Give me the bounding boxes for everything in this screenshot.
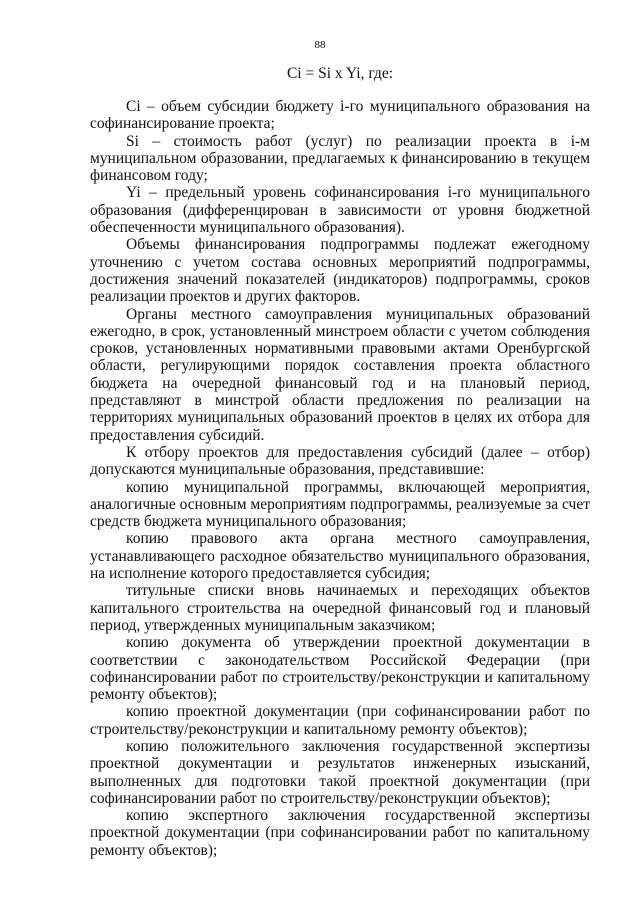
formula-line: Ci = Si x Yi, где: (286, 65, 394, 82)
paragraph-funding-volumes: Объемы финансирования подпрограммы подлежат ежегодному уточнению с учетом состава основных мероприятий подпрограммы, достижения значений показателей (индикаторов) подпрограммы, сроков реализации проектов и других факторов. (90, 236, 590, 306)
list-item-project-documentation: копию проектной документации (при софинансировании работ по строительству/реконструкции и капитальному ремонту объектов); (90, 703, 590, 738)
page-number: 88 (314, 39, 326, 51)
paragraph-local-authorities: Органы местного самоуправления муниципальных образований ежегодно, в срок, установленный минстроем области с учетом соблюдения сроков, установленных нормативными правовыми актами Оренбургской области, регулирующими порядок составления проекта областного бюджета на очередной финансовый год и на плановый период, представляют в минстрой области предложения по реализации на территориях муниципальных образований проектов в целях их отбора для предоставления субсидий. (90, 305, 590, 444)
list-item-positive-conclusion: копию положительного заключения государственной экспертизы проектной документации и результатов инженерных изысканий, выполненных для подготовки такой проектной документации (при софинансировании работ по строительству/реконструкции объектов); (90, 737, 590, 807)
list-item-legal-act: копию правового акта органа местного самоуправления, устанавливающего расходное обязательство муниципального образования, на исполнение которого предоставляется субсидия; (90, 530, 590, 583)
paragraph-yi-definition: Yi – предельный уровень софинансирования i-го муниципального образования (дифференцирован в зависимости от уровня бюджетной обеспеченности муниципального образования). (90, 184, 590, 237)
paragraph-si-definition: Si – стоимость работ (услуг) по реализации проекта в i-м муниципальном образовании, предлагаемых к финансированию в текущем финансовом году; (90, 132, 590, 185)
paragraph-selection-admission: К отбору проектов для предоставления субсидий (далее – отбор) допускаются муниципальные образования, представившие: (90, 443, 590, 479)
list-item-municipal-program: копию муниципальной программы, включающей мероприятия, аналогичные основным мероприятиям подпрограммы, реализуемые за счет средств бюджета муниципального образования; (90, 478, 590, 531)
list-item-expert-conclusion: копию экспертного заключения государственной экспертизы проектной документации (при софинансировании работ по капитальному ремонту объектов); (90, 807, 590, 859)
document-body (90, 98, 590, 859)
list-item-approval-document: копию документа об утверждении проектной документации в соответствии с законодательством Российской Федерации (при софинансировании работ по строительству/реконструкции и капитальному ремонту объектов); (90, 634, 590, 704)
list-item-title-lists: титульные списки вновь начинаемых и переходящих объектов капитального строительства на очередной финансовый год и плановый период, утвержденных муниципальным заказчиком; (90, 582, 590, 634)
paragraph-ci-definition: Ci – объем субсидии бюджету i-го муниципального образования на софинансирование проекта; (90, 98, 590, 133)
